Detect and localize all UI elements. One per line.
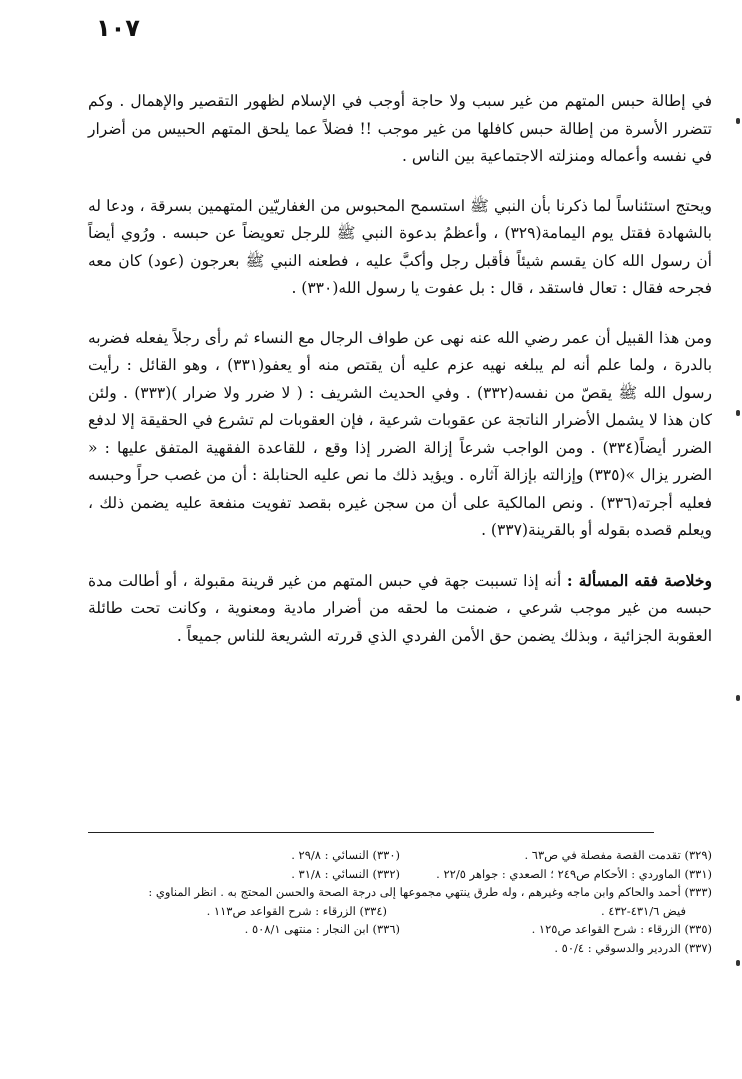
footnote-divider bbox=[88, 832, 654, 833]
footnote-row bbox=[88, 939, 712, 958]
conclusion-lead: وخلاصة فقه المسألة : bbox=[566, 570, 712, 590]
footnote-row bbox=[88, 920, 712, 939]
paragraph-2: ويحتج استئناساً لما ذكرنا بأن النبي ﷺ استسمح المحبوس من الغفاريّين المتهمين بسرقة ، ودعا له بالشهادة فقتل يوم اليمامة(٣٢٩) ، وأعظمُ بدعوة النبي ﷺ للرجل تعويضاً عن حبسه . ورُوي أيضاً أن رسول الله كان يقسم شيئاً فأقبل رجل وأكبَّ عليه ، فطعنه النبي ﷺ بعرجون (عود) كان معه فجرحه فقال : تعال فاستقد ، قال : بل عفوت يا رسول الله(٣٣٠) . bbox=[88, 196, 712, 297]
footnote-334: (٣٣٤) الزرقاء : شرح القواعد ص١١٣ . bbox=[206, 903, 387, 918]
conclusion-paragraph bbox=[88, 567, 712, 651]
scan-speck bbox=[736, 960, 740, 966]
footnote-336: (٣٣٦) ابن النجار : منتهى ٥٠٨/١ . bbox=[244, 922, 400, 936]
footnote-row bbox=[88, 865, 712, 884]
paragraph-1: في إطالة حبس المتهم من غير سبب ولا حاجة أوجب في الإسلام لظهور التقصير والإهمال . وكم تتضرر الأسرة من إطالة حبس كافلها من غير موجب !! فضلاً عما يلحق المتهم الحبيس من أضرار في نفسه وأعماله ومنزلته الاجتماعية بين الناس . bbox=[88, 92, 712, 165]
body-text bbox=[88, 88, 712, 672]
footnotes bbox=[88, 846, 712, 957]
footnote-330: (٣٣٠) النسائي : ٢٩/٨ . bbox=[291, 848, 400, 862]
footnote-331: (٣٣١) الماوردي : الأحكام ص٢٤٩ ؛ الصعدي : جواهر ٢٢/٥ . bbox=[436, 866, 712, 881]
scan-speck bbox=[736, 695, 740, 701]
footnote-333: (٣٣٣) أحمد والحاكم وابن ماجه وغيرهم ، وله طرق ينتهي مجموعها إلى درجة الصحة والحسن المحتج به . انظر المناوي : bbox=[148, 885, 712, 899]
footnote-333-continuation: فيض ٤٣١/٦-٤٣٢ . bbox=[600, 903, 686, 918]
footnote-row bbox=[88, 846, 712, 865]
paragraph-3: ومن هذا القبيل أن عمر رضي الله عنه نهى عن طواف الرجال مع النساء ثم رأى رجلاً يفعله فضربه بالدرة ، ولما علم أنه لم يبلغه نهيه عزم عليه أن يقتص منه أو يعفو(٣٣١) ، وهو القائل : رأيت رسول الله ﷺ يقصّ من نفسه(٣٣٢) . وفي الحديث الشريف : ( لا ضرر ولا ضرار )(٣٣٣) . ولئن كان هذا لا يشمل الأضرار الناتجة عن عقوبات شرعية ، فإن العقوبات لم تشرع في الحقيقة إلا لدفع الضرر أيضاً(٣٣٤) . ومن الواجب شرعاً إزالة الضرر إذا وقع ، للقاعدة الفقهية المتفق عليها : « الضرر يزال »(٣٣٥) وإزالته بإزالة آثاره . ويؤيد ذلك ما نص عليه الحنابلة : أن من غصب حراً وحبسه فعليه أجرته(٣٣٦) . ونص المالكية على أن من سجن غيره بقصد تفويت منفعة عليه يضمن ذلك ، ويعلم قصده بقوله أو بالقرينة(٣٣٧) . bbox=[88, 328, 713, 539]
page-number: ١٠٧ bbox=[96, 14, 140, 42]
scan-speck bbox=[736, 118, 740, 124]
footnote-337: (٣٣٧) الدردير والدسوقي : ٥٠/٤ . bbox=[554, 940, 712, 955]
footnote-332: (٣٣٢) النسائي : ٣١/٨ . bbox=[291, 866, 400, 881]
footnote-329: (٣٢٩) تقدمت القصة مفصلة في ص٦٣ . bbox=[524, 848, 712, 862]
footnote-335: (٣٣٥) الزرقاء : شرح القواعد ص١٢٥ . bbox=[531, 922, 712, 936]
conclusion-text: أنه إذا تسببت جهة في حبس المتهم من غير قرينة مقبولة ، أو أطالت مدة حبسه من غير موجب شرعي ، ضمنت ما لحقه من أضرار مادية ومعنوية ، وكانت تحت طائلة العقوبة الجزائية ، وبذلك يضمن حق الأمن الفردي الذي قررته الشريعة للناس جميعاً . bbox=[88, 571, 712, 645]
footnote-row bbox=[88, 902, 712, 921]
scan-speck bbox=[736, 410, 740, 416]
